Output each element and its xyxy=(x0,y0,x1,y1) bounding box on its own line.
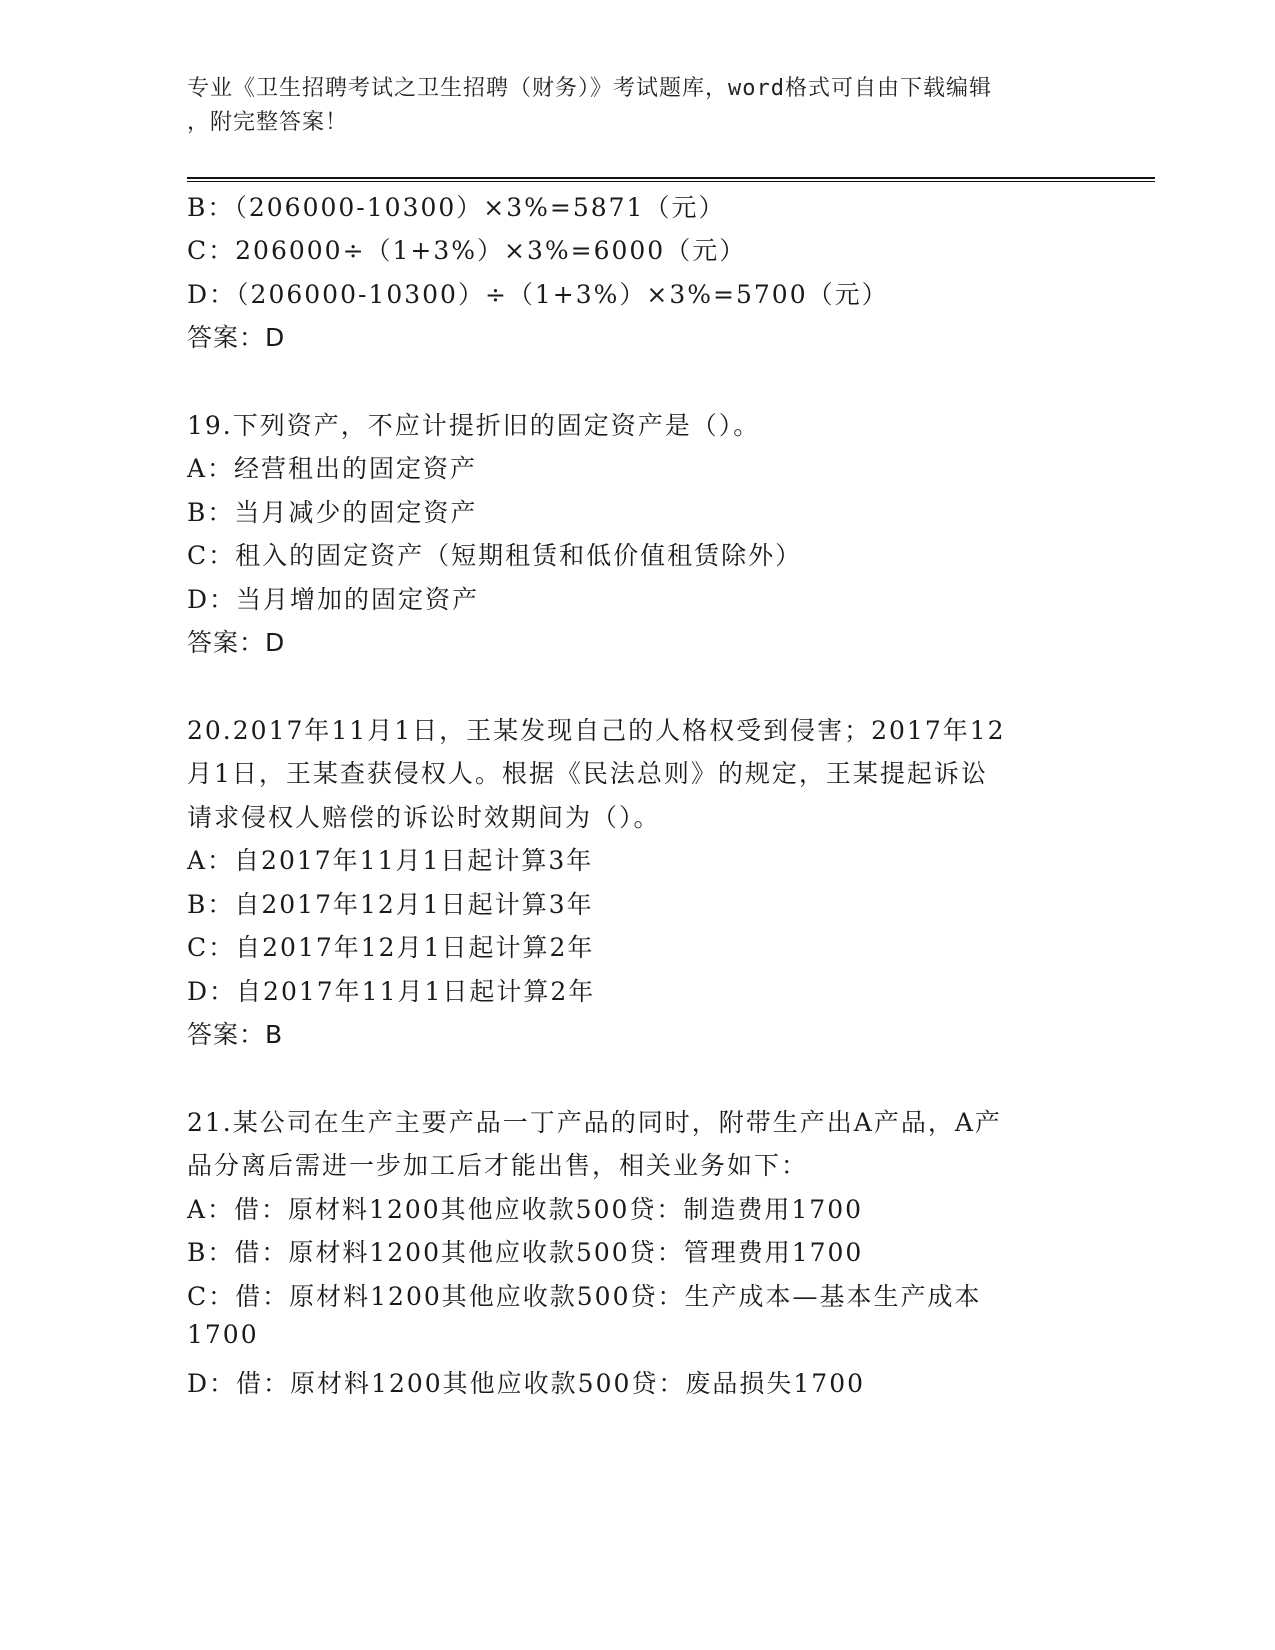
q21-option-a: A：借：原材料1200其他应收款500贷：制造费用1700 xyxy=(187,1195,864,1224)
q21-question-line-1: 21.某公司在生产主要产品一丁产品的同时，附带生产出A产品，A产 xyxy=(187,1108,1002,1137)
q19-option-b: B：当月减少的固定资产 xyxy=(187,498,478,527)
q18-option-c: C：206000÷（1+3%）×3%=6000（元） xyxy=(187,236,747,265)
q21-option-c-line-1: C：借：原材料1200其他应收款500贷：生产成本—基本生产成本 xyxy=(187,1282,982,1311)
document-header xyxy=(187,72,1067,140)
q20-option-a: A：自2017年11月1日起计算3年 xyxy=(187,846,594,875)
q20-question-line-3: 请求侵权人赔偿的诉讼时效期间为（）。 xyxy=(187,803,661,832)
q20-answer: 答案：B xyxy=(187,1020,284,1049)
q18-option-b: B：（206000-10300）×3%=5871（元） xyxy=(187,193,726,222)
q18-answer: 答案：D xyxy=(187,323,286,352)
q21-question-line-2: 品分离后需进一步加工后才能出售，相关业务如下： xyxy=(187,1151,809,1180)
q20-option-c: C：自2017年12月1日起计算2年 xyxy=(187,933,595,962)
q19-question: 19.下列资产，不应计提折旧的固定资产是（）。 xyxy=(187,411,761,440)
q19-option-d: D：当月增加的固定资产 xyxy=(187,585,480,614)
q21-option-c-line-2: 1700 xyxy=(187,1320,259,1349)
q21-option-b: B：借：原材料1200其他应收款500贷：管理费用1700 xyxy=(187,1238,864,1267)
q19-answer: 答案：D xyxy=(187,628,286,657)
q18-option-d: D：（206000-10300）÷（1+3%）×3%=5700（元） xyxy=(187,280,889,309)
q21-option-d: D：借：原材料1200其他应收款500贷：废品损失1700 xyxy=(187,1369,866,1398)
q20-question-line-2: 月1日，王某查获侵权人。根据《民法总则》的规定，王某提起诉讼 xyxy=(187,759,988,788)
q20-option-d: D：自2017年11月1日起计算2年 xyxy=(187,977,596,1006)
header-line-1: 专业《卫生招聘考试之卫生招聘（财务）》考试题库，word格式可自由下载编辑 xyxy=(187,76,992,101)
header-divider xyxy=(187,177,1155,182)
q20-question-line-1: 20.2017年11月1日，王某发现自己的人格权受到侵害；2017年12 xyxy=(187,716,1006,745)
q19-option-c: C：租入的固定资产（短期租赁和低价值租赁除外） xyxy=(187,541,803,570)
q20-option-b: B：自2017年12月1日起计算3年 xyxy=(187,890,594,919)
q19-option-a: A：经营租出的固定资产 xyxy=(187,454,478,483)
header-line-2: ，附完整答案！ xyxy=(187,110,349,135)
